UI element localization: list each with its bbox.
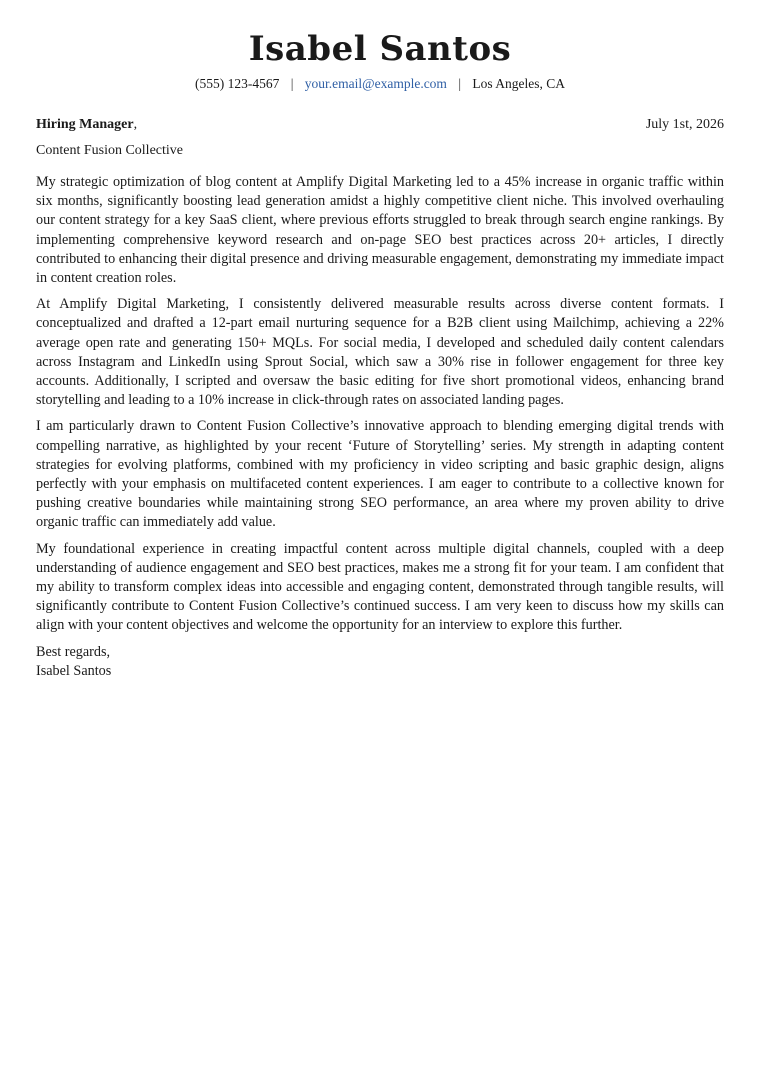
letter-closing <box>36 643 724 681</box>
salutation-row <box>36 116 724 134</box>
body-paragraph: My foundational experience in creating impactful content across multiple digital channels, coupled with a deep understanding of audience engagement and SEO best practices, makes me a strong fit for your team. I am confident that my ability to transform complex ideas into accessible and engaging content, demonstrated through tangible results, will significantly contribute to Content Fusion Collective’s continued success. I am very keen to discuss how my skills can align with your content objectives and welcome the opportunity for an interview to explore this further. <box>36 540 724 634</box>
contact-separator: | <box>458 76 462 91</box>
body-paragraph: At Amplify Digital Marketing, I consistently delivered measurable results across diverse content formats. I conceptualized and drafted a 12-part email nurturing sequence for a B2B client using Mailchimp, achieving a 22% average open rate and generating 150+ MQLs. For social media, I developed and scheduled daily content calendars across Instagram and LinkedIn using Sprout Social, which saw a 30% rise in follower engagement for three key accounts. Additionally, I scripted and oversaw the basic editing for five short promotional videos, enhancing brand storytelling and leading to a 10% increase in click-through rates on associated landing pages. <box>36 296 724 409</box>
signature: Isabel Santos <box>36 662 112 679</box>
company-name: Content Fusion Collective <box>36 143 183 158</box>
contact-separator: | <box>290 76 294 91</box>
phone-number: (555) 123-4567 <box>194 76 280 91</box>
body-paragraph: My strategic optimization of blog content at Amplify Digital Marketing led to a 45% increase in organic traffic within six months, significantly boosting lead generation amidst a highly competitive client niche. This involved overhauling our content strategy for a key SaaS client, where previous efforts struggled to break through search engine rankings. By implementing comprehensive keyword research and on-page SEO best practices across 20+ articles, I directly contributed to enhancing their digital presence and driving measurable engagement, demonstrating my immediate impact in content creation roles. <box>36 174 724 287</box>
letter-body <box>36 173 724 636</box>
closing-phrase: Best regards, <box>36 643 111 660</box>
location: Los Angeles, CA <box>472 76 566 91</box>
recipient-suffix: , <box>133 117 138 132</box>
recipient: Hiring Manager <box>36 117 134 132</box>
recipient-line <box>36 116 137 134</box>
applicant-name: Isabel Santos <box>248 29 512 69</box>
body-paragraph: I am particularly drawn to Content Fusion Collective’s innovative approach to blending emerging digital trends with compelling narrative, as highlighted by your recent ‘Future of Storytelling’ series. My strength in adapting content strategies for evolving platforms, combined with my proficiency in video scripting and basic graphic design, aligns perfectly with your emphasis on multifaceted content experiences. I am eager to contribute to a collective known for pushing creative boundaries while maintaining strong SEO performance, an area where my proven ability to drive organic traffic can immediately add value. <box>36 418 724 531</box>
email-link[interactable]: your.email@example.com <box>304 76 447 91</box>
contact-line <box>36 75 724 93</box>
letter-date: July 1st, 2026 <box>645 117 724 132</box>
